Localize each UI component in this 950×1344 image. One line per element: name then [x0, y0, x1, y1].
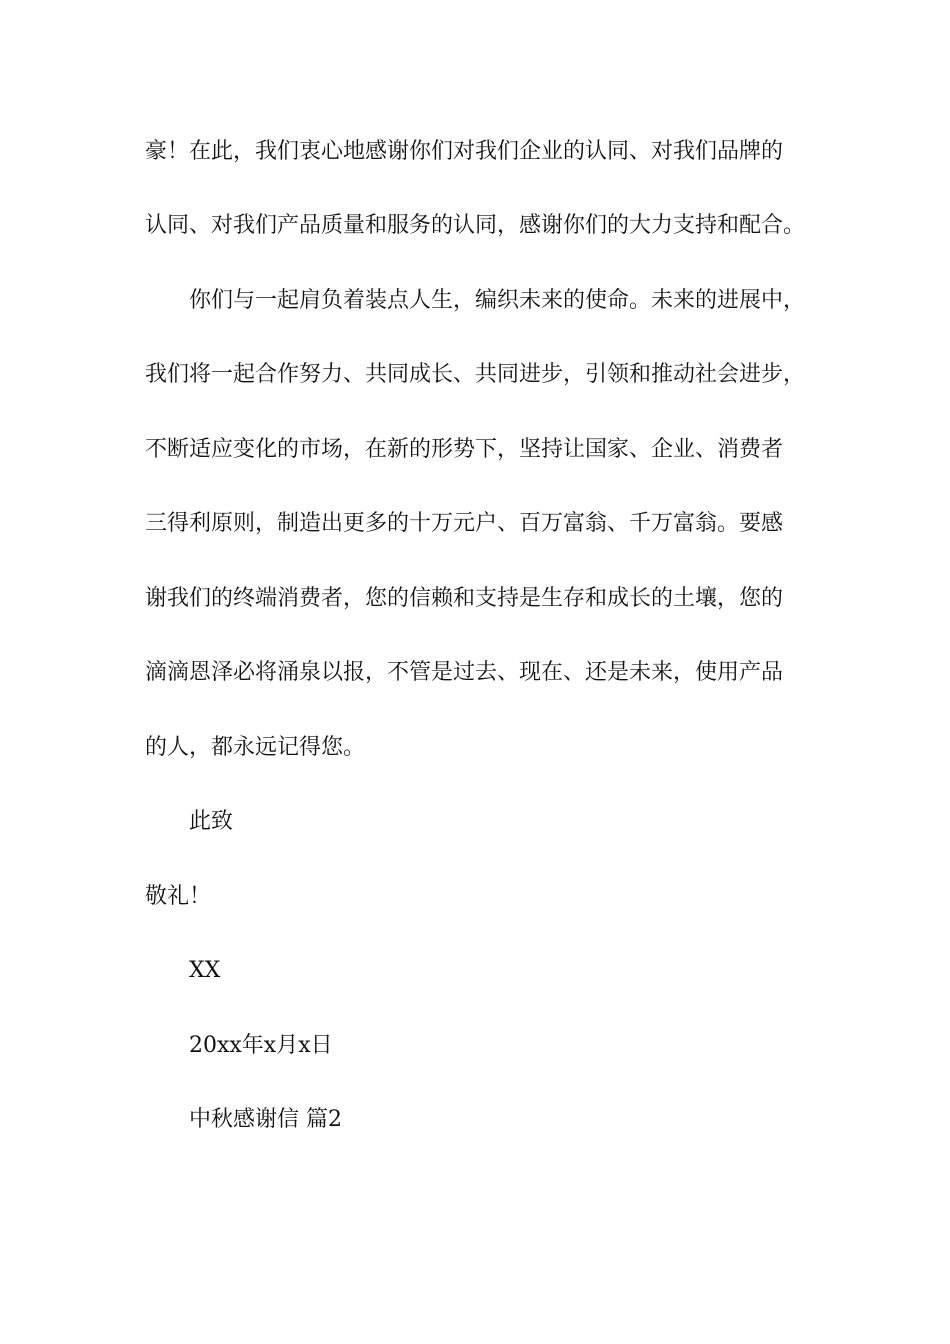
body-line-9: 的人，都永远记得您。	[145, 735, 366, 760]
body-line-6: 三得利原则，制造出更多的十万元户、百万富翁、千万富翁。要感	[145, 511, 784, 536]
body-line-2: 认同、对我们产品质量和服务的认同，感谢你们的大力支持和配合。	[145, 213, 806, 238]
body-line-3: 你们与一起肩负着装点人生，编织未来的使命。未来的进展中，	[189, 288, 806, 313]
date-text: 20xx年x月x日	[189, 1033, 333, 1058]
body-line-5: 不断适应变化的市场，在新的形势下，坚持让国家、企业、消费者	[145, 437, 784, 462]
body-line-4: 我们将一起合作努力、共同成长、共同进步，引领和推动社会进步，	[145, 362, 806, 387]
next-section-heading: 中秋感谢信 篇2	[189, 1107, 342, 1132]
body-line-1: 豪！在此，我们衷心地感谢你们对我们企业的认同、对我们品牌的	[145, 139, 784, 164]
body-line-7: 谢我们的终端消费者，您的信赖和支持是生存和成长的土壤，您的	[145, 586, 784, 611]
signature-text: XX	[189, 958, 221, 983]
body-line-8: 滴滴恩泽必将涌泉以报，不管是过去、现在、还是未来，使用产品	[145, 660, 784, 685]
salute-text: 敬礼！	[145, 884, 212, 909]
closing-text: 此致	[189, 809, 234, 834]
